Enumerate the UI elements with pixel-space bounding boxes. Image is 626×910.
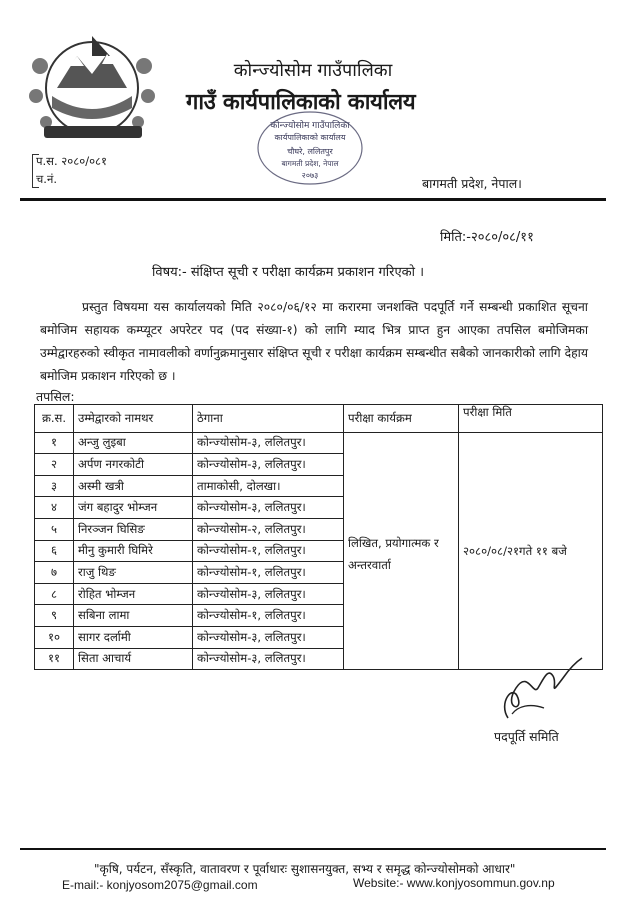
cell-serial: ४ bbox=[35, 497, 74, 519]
cell-address: तामाकोसी, दोलखा। bbox=[193, 475, 344, 497]
cell-candidate-name: अस्मी खत्री bbox=[74, 475, 193, 497]
header-serial: क्र.स. bbox=[35, 405, 74, 433]
cell-candidate-name: मीनु कुमारी घिमिरे bbox=[74, 540, 193, 562]
cell-candidate-name: अर्पण नगरकोटी bbox=[74, 454, 193, 476]
cell-serial: ९ bbox=[35, 605, 74, 627]
cell-address: कोन्ज्योसोम-३, ललितपुर। bbox=[193, 648, 344, 670]
table-row bbox=[35, 432, 603, 454]
cell-address: कोन्ज्योसोम-२, ललितपुर। bbox=[193, 518, 344, 540]
cell-serial: ५ bbox=[35, 518, 74, 540]
cell-serial: १० bbox=[35, 626, 74, 648]
footer-divider bbox=[20, 848, 606, 850]
schedule-label: तपसिल: bbox=[36, 389, 75, 404]
svg-text:कोन्ज्योसोम गाउँपालिका: कोन्ज्योसोम गाउँपालिका bbox=[270, 121, 350, 131]
candidate-table bbox=[34, 404, 603, 670]
cell-serial: ३ bbox=[35, 475, 74, 497]
municipality-name: कोन्ज्योसोम गाउँपालिका bbox=[233, 60, 393, 81]
cell-candidate-name: राजु थिङ bbox=[74, 562, 193, 584]
reference-block bbox=[36, 152, 107, 188]
cell-address: कोन्ज्योसोम-१, ललितपुर। bbox=[193, 562, 344, 584]
reference-number: प.स. २०८०/०८१ bbox=[36, 154, 108, 168]
letter-body: प्रस्तुत विषयमा यस कार्यालयको मिति २०८०/०६/१२ मा करारमा जनशक्ति पदपूर्ति गर्ने सम्बन्धी प्रकाशित सूचना बमोजिम सहायक कम्प्यूटर अपरेटर पद (पद संख्या-१) को लागि म्याद भित्र प्राप्त हुन आएका तपसिल बमोजिमका उम्मेद्वारहरुको स्वीकृत नामावलीको वर्णानुक्रमानुसार संक्षिप्त सूची र परीक्षा कार्यक्रम सम्बन्धीत सबैको जानकारीको लागि देहाय बमोजिम प्रकाशन गरिएको छ । bbox=[40, 300, 588, 383]
cell-candidate-name: अन्जु लुइबा bbox=[74, 432, 193, 454]
cell-address: कोन्ज्योसोम-१, ललितपुर। bbox=[193, 540, 344, 562]
svg-text:कार्यपालिकाको कार्यालय: कार्यपालिकाको कार्यालय bbox=[274, 133, 346, 142]
cell-serial: ७ bbox=[35, 562, 74, 584]
svg-text:२०७३: २०७३ bbox=[301, 171, 319, 180]
cell-candidate-name: सागर दर्लामी bbox=[74, 626, 193, 648]
cell-address: कोन्ज्योसोम-३, ललितपुर। bbox=[193, 626, 344, 648]
cell-serial: ६ bbox=[35, 540, 74, 562]
footer-website: Website:- www.konjyosommun.gov.np bbox=[353, 876, 555, 890]
cell-address: कोन्ज्योसोम-३, ललितपुर। bbox=[193, 583, 344, 605]
letter-subject: विषय:- संक्षिप्त सूची र परीक्षा कार्यक्रम प्रकाशन गरिएको । bbox=[152, 265, 425, 280]
cell-serial: ८ bbox=[35, 583, 74, 605]
cell-serial: ११ bbox=[35, 648, 74, 670]
header-address: ठेगाना bbox=[193, 405, 344, 433]
cell-candidate-name: सिता आचार्य bbox=[74, 648, 193, 670]
header-divider bbox=[20, 198, 606, 201]
cell-address: कोन्ज्योसोम-३, ललितपुर। bbox=[193, 454, 344, 476]
cell-candidate-name: रोहित भोम्जन bbox=[74, 583, 193, 605]
office-stamp bbox=[255, 108, 365, 188]
office-name: गाउँ कार्यपालिकाको कार्यालय bbox=[186, 90, 416, 115]
letter-date: मिति:-२०८०/०८/११ bbox=[440, 230, 534, 245]
reference-bracket bbox=[32, 154, 39, 188]
cell-serial: १ bbox=[35, 432, 74, 454]
cell-address: कोन्ज्योसोम-१, ललितपुर। bbox=[193, 605, 344, 627]
cell-serial: २ bbox=[35, 454, 74, 476]
signature bbox=[478, 648, 588, 728]
committee-name: पदपूर्ति समिति bbox=[494, 729, 559, 744]
svg-text:चौघरे, ललितपुर: चौघरे, ललितपुर bbox=[287, 147, 333, 156]
cell-candidate-name: जंग बहादुर भोम्जन bbox=[74, 497, 193, 519]
footer-motto: "कृषि, पर्यटन, सँस्कृति, वातावरण र पूर्वाधारः सुशासनयुक्त, सभ्य र समृद्ध कोन्ज्योसोमको आधार" bbox=[94, 862, 516, 876]
cell-candidate-name: निरञ्जन घिसिङ bbox=[74, 518, 193, 540]
svg-text:बागमती प्रदेश, नेपाल: बागमती प्रदेश, नेपाल bbox=[281, 159, 339, 168]
header-name: उम्मेद्वारको नामथर bbox=[74, 405, 193, 433]
cell-candidate-name: सबिना लामा bbox=[74, 605, 193, 627]
nepal-emblem bbox=[22, 26, 172, 154]
cell-exam-program: लिखित, प्रयोगात्मक र अन्तरवार्ता bbox=[344, 432, 459, 670]
footer-email: E-mail:- konjyosom2075@gmail.com bbox=[62, 878, 258, 892]
header-exam-date: परीक्षा मिति bbox=[459, 405, 603, 433]
cell-address: कोन्ज्योसोम-३, ललितपुर। bbox=[193, 497, 344, 519]
province-address: बागमती प्रदेश, नेपाल। bbox=[422, 176, 522, 191]
header-exam-program: परीक्षा कार्यक्रम bbox=[344, 405, 459, 433]
cell-exam-date: २०८०/०८/२१गते ११ बजे bbox=[459, 432, 603, 670]
table-header-row bbox=[35, 405, 603, 433]
candidate-rows bbox=[35, 432, 603, 670]
dispatch-number: च.नं. bbox=[36, 172, 57, 186]
cell-address: कोन्ज्योसोम-३, ललितपुर। bbox=[193, 432, 344, 454]
